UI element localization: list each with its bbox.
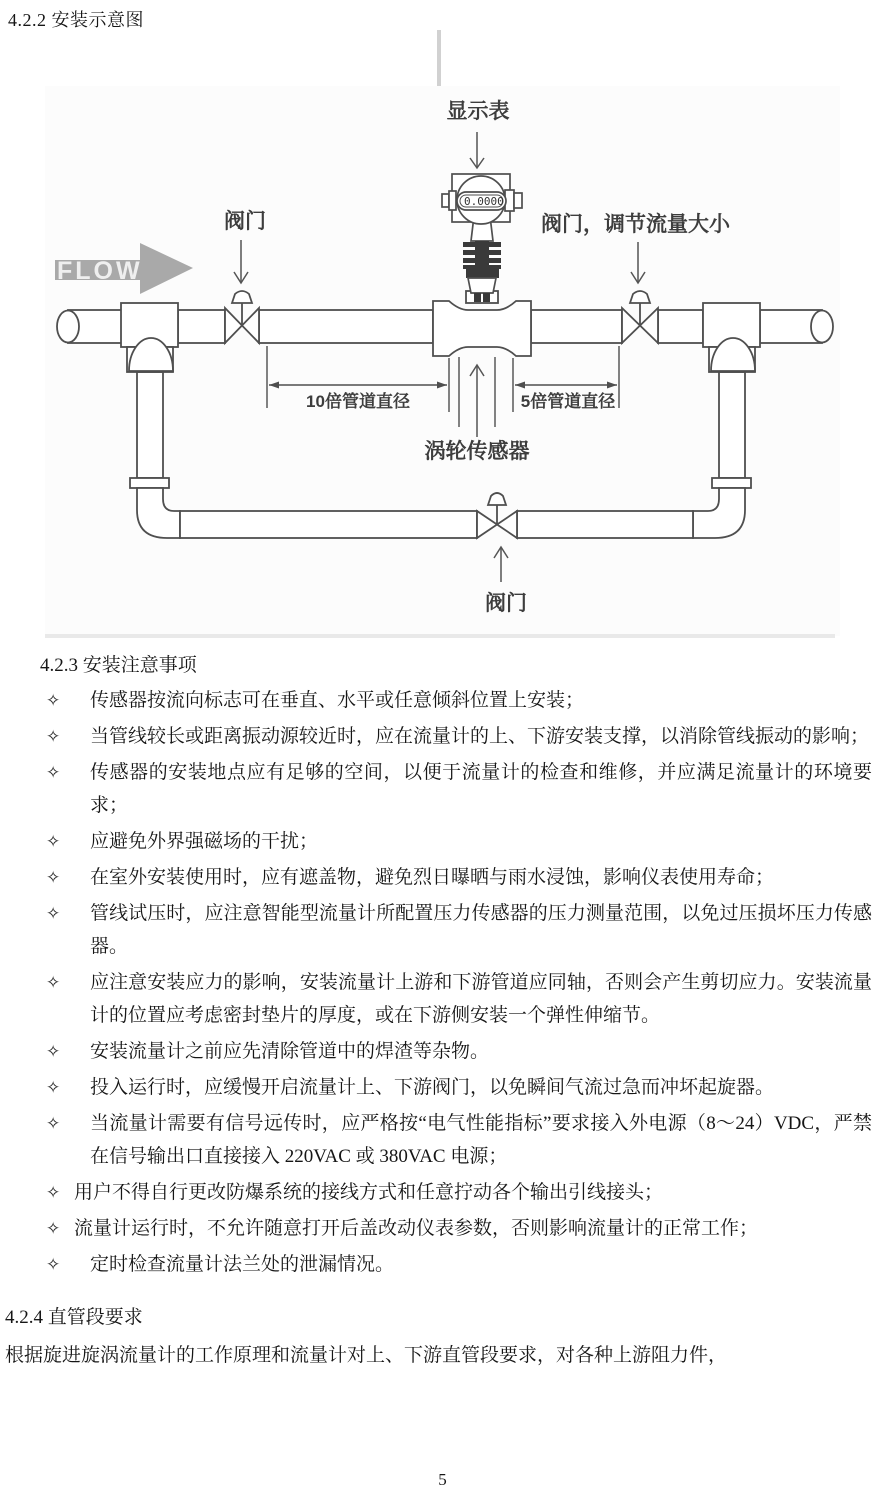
pipe-segment [658, 310, 703, 343]
installation-notes-list [46, 684, 872, 1284]
note-bullet: ✧ [46, 1114, 61, 1133]
note-bullet: ✧ [46, 1255, 61, 1274]
note-item [46, 1107, 872, 1173]
note-text: 安装流量计之前应先清除管道中的焊渣等杂物。 [90, 1041, 490, 1062]
section-4-2-4-paragraph: 根据旋进旋涡流量计的工作原理和流量计对上、下游直管段要求，对各种上游阻力件， [5, 1345, 728, 1366]
note-bullet: ✧ [46, 1078, 61, 1097]
note-item [46, 861, 872, 894]
note-text: 在室外安装使用时，应有遮盖物，避免烈日曝晒与雨水浸蚀，影响仪表使用寿命； [90, 867, 775, 888]
flowmeter-body [433, 301, 531, 356]
note-item [46, 684, 872, 717]
section-4-2-4-title: 4.2.4 直管段要求 [5, 1307, 143, 1328]
note-text: 流量计运行时，不允许随意打开后盖改动仪表参数，否则影响流量计的正常工作； [74, 1218, 759, 1239]
bypass-valve-label: 阀门 [485, 592, 527, 615]
lcd-reading: 0.0000 [464, 195, 504, 208]
display-knob-left [449, 191, 456, 210]
note-text: 应注意安装应力的影响，安装流量计上游和下游管道应同轴，否则会产生剪切应力。安装流量计的位置应考虑密封垫片的厚度，或在下游侧安装一个弹性伸缩节。 [90, 972, 872, 1026]
fin [463, 250, 501, 255]
note-item [46, 1035, 872, 1068]
stem-nipple [474, 293, 481, 302]
note-item [46, 1248, 872, 1281]
dimension-5d-label: 5倍管道直径 [520, 392, 616, 411]
note-item [46, 1071, 872, 1104]
pipe-end-left [57, 311, 79, 343]
stem-band [466, 269, 499, 278]
note-bullet: ✧ [46, 904, 61, 923]
section-4-2-3-title: 4.2.3 安装注意事项 [40, 655, 197, 676]
stem-nipple [483, 293, 490, 302]
display-knob-right-outer [514, 193, 522, 208]
note-item [46, 1212, 872, 1245]
note-text: 投入运行时，应缓慢开启流量计上、下游阀门，以免瞬间气流过急而冲坏起旋器。 [90, 1077, 775, 1098]
pipe-segment [178, 310, 225, 343]
pipe-end-right [811, 311, 833, 343]
fin [463, 258, 501, 263]
note-bullet: ✧ [46, 868, 61, 887]
note-bullet: ✧ [46, 691, 61, 710]
turbine-sensor-label: 涡轮传感器 [424, 440, 530, 463]
bypass-pipe-right [517, 511, 693, 538]
stem-cylinder [468, 278, 496, 293]
inlet-valve-label: 阀门 [224, 210, 266, 233]
bypass-right-flange [712, 478, 751, 488]
note-item [46, 1176, 872, 1209]
note-bullet: ✧ [46, 973, 61, 992]
fin [463, 242, 501, 247]
note-text: 定时检查流量计法兰处的泄漏情况。 [90, 1254, 395, 1275]
pipe-segment-5d [531, 310, 622, 343]
note-text: 用户不得自行更改防爆系统的接线方式和任意拧动各个输出引线接头； [74, 1182, 664, 1203]
note-bullet: ✧ [46, 1183, 61, 1202]
note-item [46, 825, 872, 858]
note-text: 当流量计需要有信号远传时，应严格按“电气性能指标”要求接入外电源（8～24）VDC，严禁在信号输出口直接接入 220VAC 或 380VAC 电源； [90, 1113, 872, 1167]
bypass-pipe-left [180, 511, 477, 538]
note-bullet: ✧ [46, 1219, 61, 1238]
dimension-10d-label: 10倍管道直径 [306, 392, 410, 411]
page-number: 5 [438, 1470, 447, 1489]
note-item [46, 897, 872, 963]
section-4-2-2-title: 4.2.2 安装示意图 [8, 10, 144, 30]
note-text: 当管线较长或距离振动源较近时，应在流量计的上、下游安装支撑，以消除管线振动的影响； [90, 726, 870, 747]
scan-bottom-edge [45, 634, 835, 638]
note-bullet: ✧ [46, 832, 61, 851]
fin [463, 265, 501, 269]
bypass-left-flange [130, 478, 169, 488]
note-bullet: ✧ [46, 763, 61, 782]
installation-diagram-drawing [0, 0, 885, 660]
display-meter-label: 显示表 [446, 100, 510, 123]
note-item [46, 756, 872, 822]
display-knob-left-outer [442, 194, 449, 207]
note-item [46, 966, 872, 1032]
note-bullet: ✧ [46, 1042, 61, 1061]
note-text: 应避免外界强磁场的干扰； [90, 831, 319, 852]
note-item [46, 720, 872, 753]
outlet-valve-label: 阀门，调节流量大小 [541, 213, 730, 236]
bypass-left-riser [137, 372, 163, 478]
pipe-segment-10d [259, 310, 433, 343]
note-bullet: ✧ [46, 727, 61, 746]
flow-label: FLOW [57, 257, 143, 285]
note-text: 传感器按流向标志可在垂直、水平或任意倾斜位置上安装； [90, 690, 585, 711]
note-text: 管线试压时，应注意智能型流量计所配置压力传感器的压力测量范围，以免过压损坏压力传感器。 [90, 903, 872, 957]
note-text: 传感器的安装地点应有足够的空间，以便于流量计的检查和维修，并应满足流量计的环境要求； [90, 762, 872, 816]
bypass-right-riser [719, 372, 745, 478]
